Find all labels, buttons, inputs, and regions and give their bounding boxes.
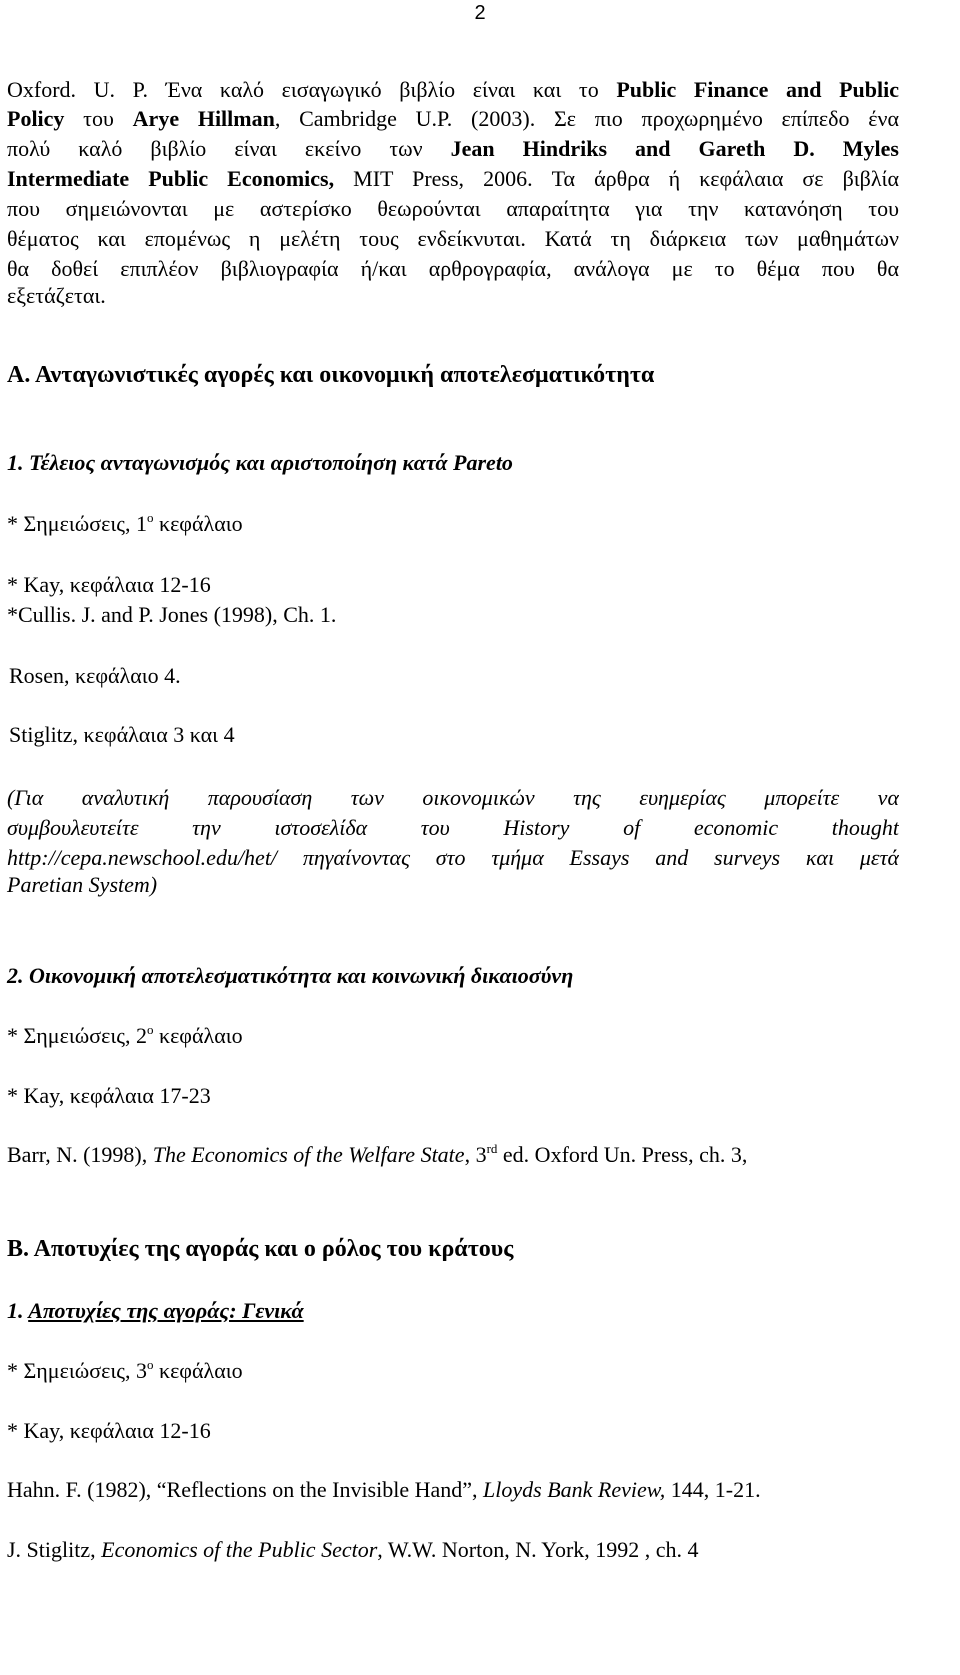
- topic-b1-stiglitz: J. Stiglitz, Economics of the Public Sector, W.W. Norton, N. York, 1992 , ch. 4: [7, 1537, 699, 1562]
- topic-a1-note-line-4: Paretian System): [7, 872, 158, 897]
- intro-line-2: Policy του Arye Hillman, Cambridge U.P. (2003). Σε πιο προχωρημένο επίπεδο ένα: [7, 106, 899, 131]
- topic-a2-notes: * Σημειώσεις, $2^o$ κεφάλαιο: [7, 1022, 243, 1048]
- topic-a1-note-line-2: συμβουλευτείτε την ιστοσελίδα του History of economic thought: [7, 815, 899, 840]
- section-a-heading: Α. Ανταγωνιστικές αγορές και οικονομική αποτελεσματικότητα: [7, 362, 655, 388]
- topic-a2-kay: * Kay, κεφάλαια 17-23: [7, 1083, 211, 1108]
- topic-a2-heading: 2. Οικονομική αποτελεσματικότητα και κοινωνική δικαιοσύνη: [7, 963, 574, 988]
- topic-a1-heading: 1. Τέλειος ανταγωνισμός και αριστοποίηση κατά Pareto: [7, 450, 513, 475]
- topic-b1-notes: * Σημειώσεις, $3^o$ κεφάλαιο: [7, 1357, 243, 1383]
- topic-a1-note-line-3: http://cepa.newschool.edu/het/ πηγαίνοντας στο τμήμα Essays and surveys και μετά: [7, 845, 899, 870]
- topic-b1-kay: * Kay, κεφάλαια 12-16: [7, 1418, 211, 1443]
- intro-line-8: εξετάζεται.: [7, 283, 106, 308]
- topic-a1-kay: * Kay, κεφάλαια 12-16: [7, 572, 211, 597]
- intro-line-6: θέματος και επομένως η μελέτη τους ενδείκνυται. Κατά τη διάρκεια των μαθημάτων: [7, 226, 899, 251]
- intro-line-4: Intermediate Public Economics, MIT Press, 2006. Τα άρθρα ή κεφάλαια σε βιβλία: [7, 166, 899, 191]
- intro-line-3: πολύ καλό βιβλίο είναι εκείνο των Jean Hindriks and Gareth D. Myles: [7, 136, 899, 161]
- intro-line-5: που σημειώνονται με αστερίσκο θεωρούνται απαραίτητα για την κατανόηση του: [7, 196, 899, 221]
- section-b-heading: Β. Αποτυχίες της αγοράς και ο ρόλος του κράτους: [7, 1236, 514, 1262]
- intro-line-7: θα δοθεί επιπλέον βιβλιογραφία ή/και αρθρογραφία, ανάλογα με το θέμα που θα: [7, 256, 899, 281]
- topic-a1-stiglitz: Stiglitz, κεφάλαια 3 και 4: [9, 722, 235, 747]
- topic-a1-note-line-1: (Για αναλυτική παρουσίαση των οικονομικών της ευημερίας μπορείτε να: [7, 785, 899, 810]
- topic-a1-rosen: Rosen, κεφάλαιο 4.: [9, 663, 181, 688]
- topic-b1-heading: 1. Αποτυχίες της αγοράς: Γενικά: [7, 1298, 304, 1323]
- topic-a2-barr: Barr, N. (1998), The Economics of the Welfare State, 3rd ed. Oxford Un. Press, ch. 3,: [7, 1141, 748, 1167]
- topic-a1-notes: * Σημειώσεις, $1^o$ κεφάλαιο: [7, 510, 243, 536]
- topic-a1-cullis: *Cullis. J. and P. Jones (1998), Ch. 1.: [7, 602, 337, 627]
- page-number: 2: [474, 2, 486, 24]
- intro-line-1: Oxford. U. P. Ένα καλό εισαγωγικό βιβλίο είναι και το Public Finance and Public: [7, 77, 899, 102]
- topic-b1-hahn: Hahn. F. (1982), “Reflections on the Invisible Hand”, Lloyds Bank Review, 144, 1-21.: [7, 1477, 761, 1502]
